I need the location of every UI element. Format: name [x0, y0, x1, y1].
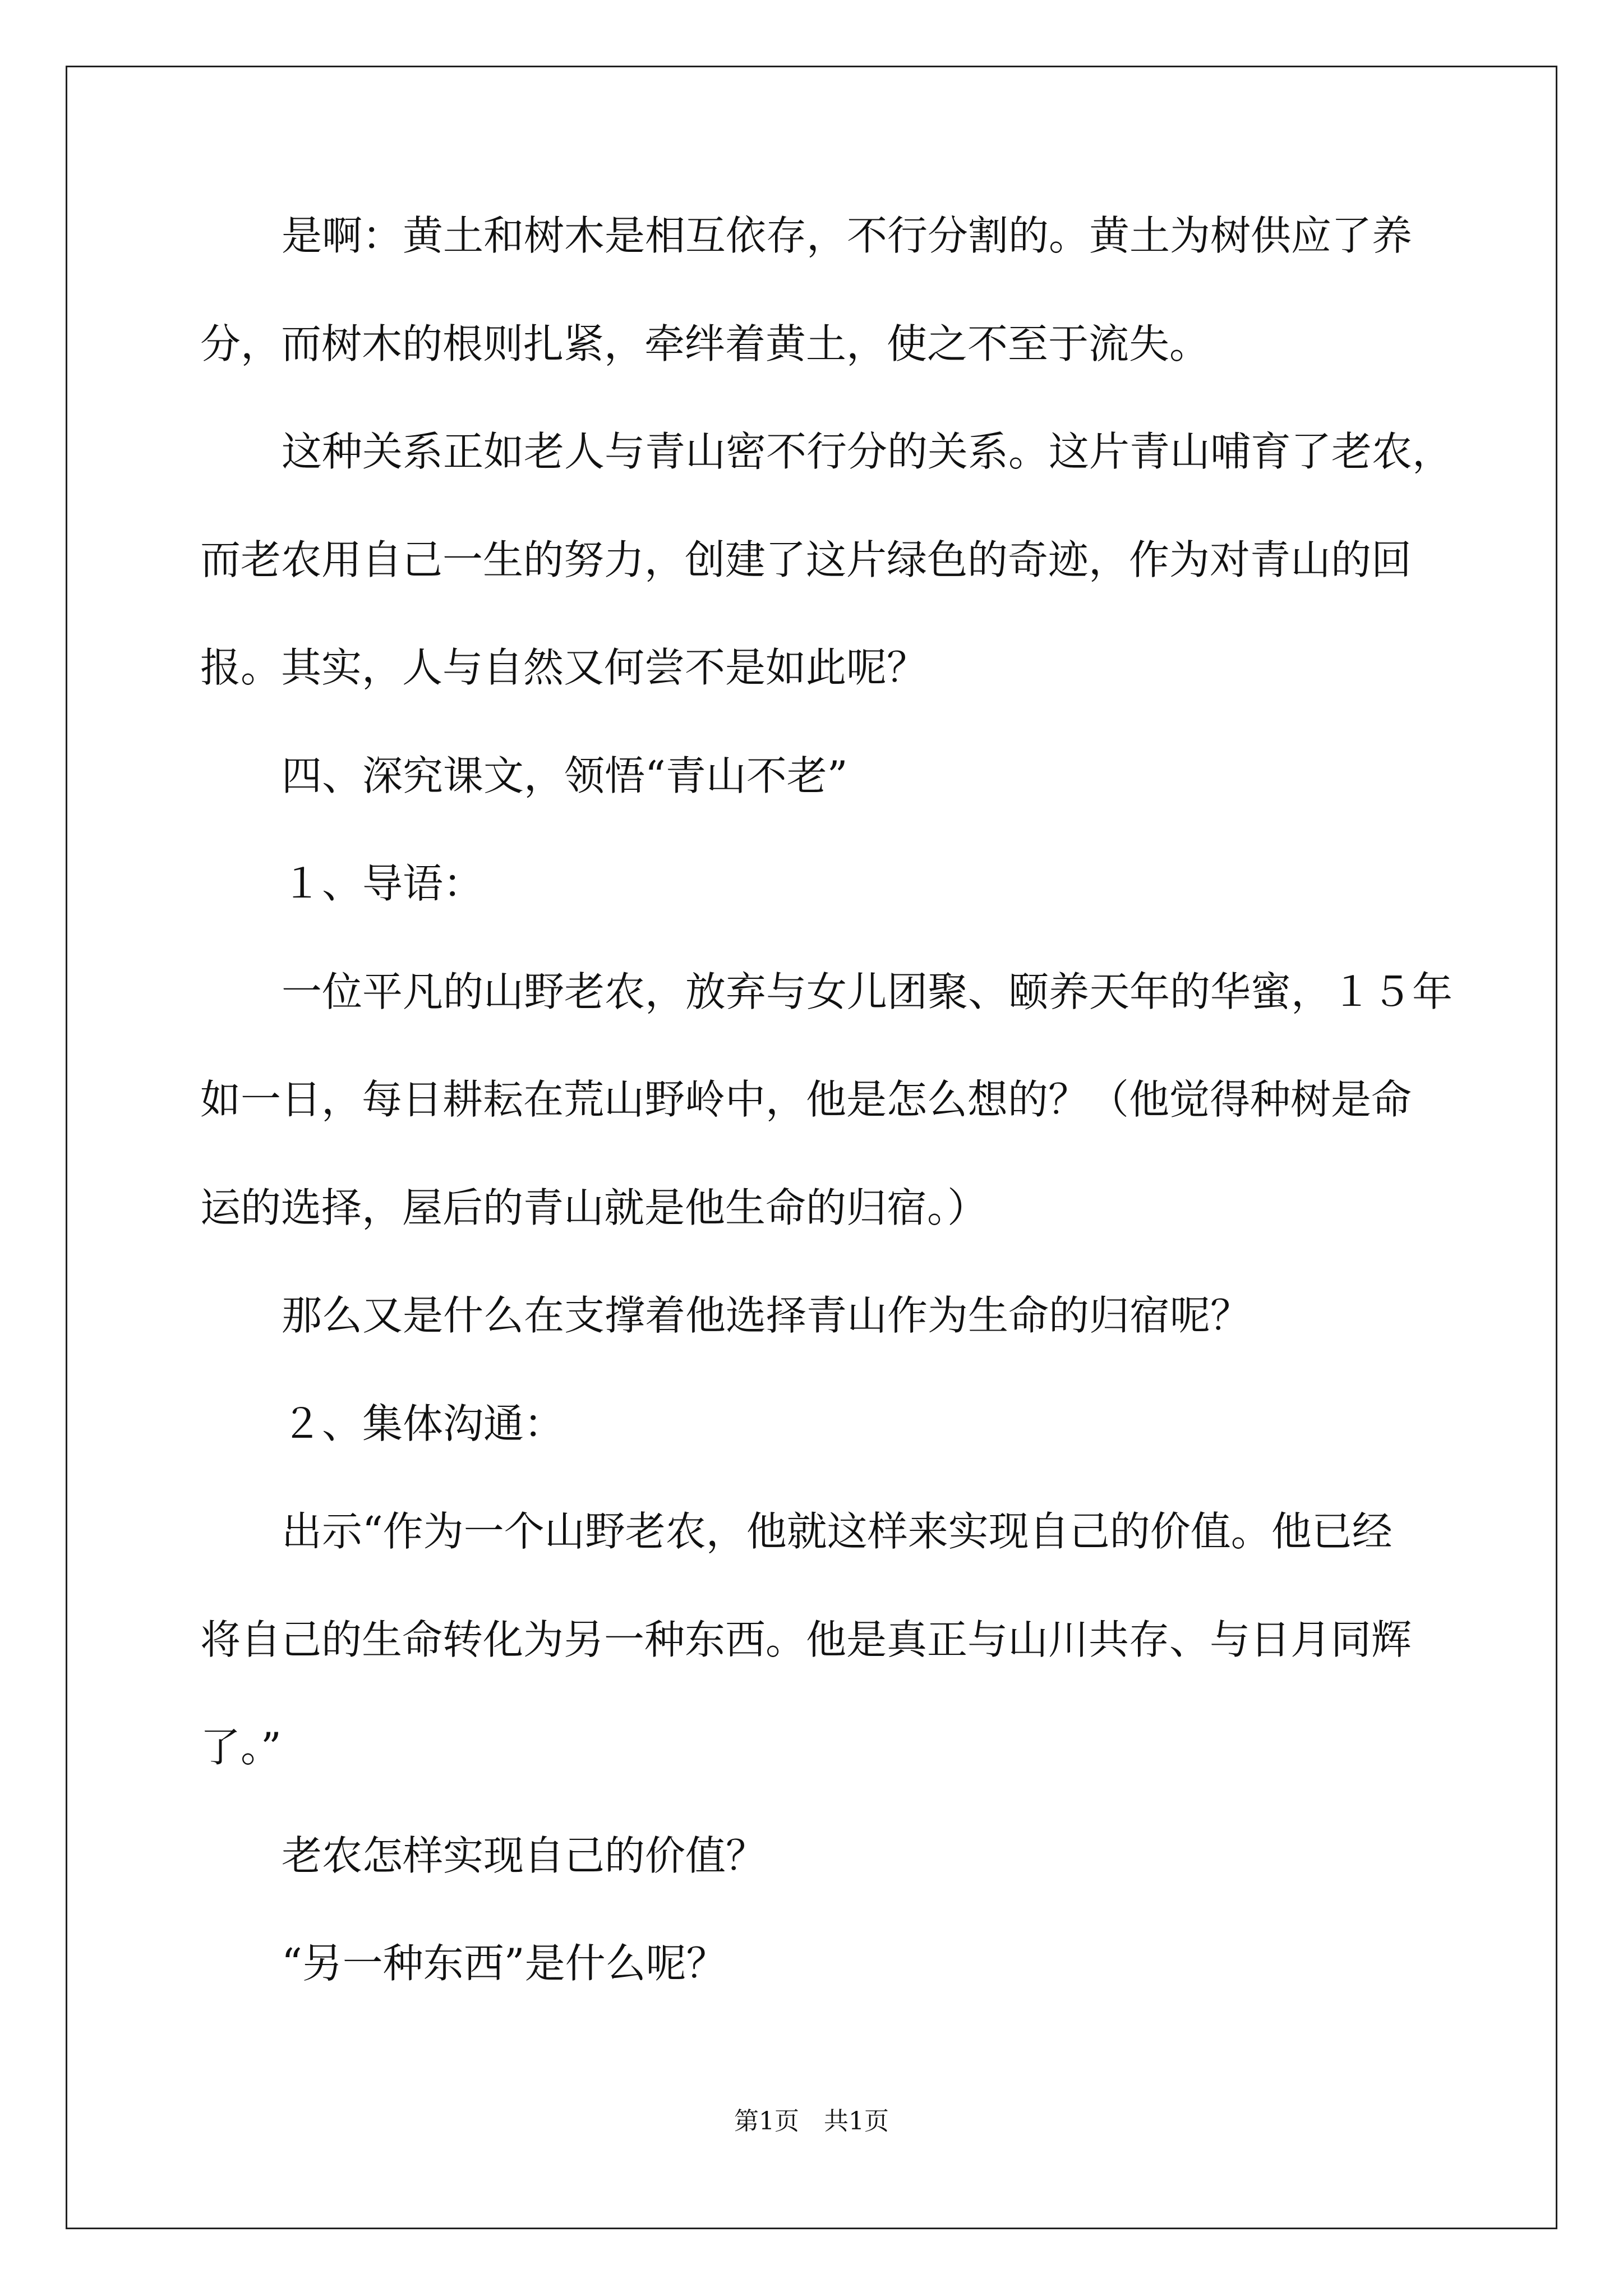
subsection-heading: １、导语：	[282, 860, 484, 907]
page-border	[66, 66, 1557, 2229]
paragraph-line: 而老农用自己一生的努力，创建了这片绿色的奇迹，作为对青山的回	[200, 536, 1412, 583]
subsection-heading: ２、集体沟通：	[282, 1400, 565, 1447]
paragraph-line: 出示“作为一个山野老农，他就这样来实现自己的价值。他已经	[282, 1508, 1393, 1555]
paragraph-line: 分，而树木的根则扎紧，牵绊着黄土，使之不至于流失。	[200, 320, 1210, 367]
paragraph-line: 那么又是什么在支撑着他选择青山作为生命的归宿呢？	[282, 1292, 1251, 1339]
paragraph-line: 运的选择，屋后的青山就是他生命的归宿。）	[200, 1184, 988, 1231]
paragraph-line: 一位平凡的山野老农，放弃与女儿团聚、颐养天年的华蜜，１５年	[282, 968, 1453, 1015]
paragraph-line: 将自己的生命转化为另一种东西。他是真正与山川共存、与日月同辉	[200, 1616, 1412, 1663]
paragraph-line: 如一日，每日耕耘在荒山野岭中，他是怎么想的？（他觉得种树是命	[200, 1076, 1412, 1123]
paragraph-line: 这种关系正如老人与青山密不行分的关系。这片青山哺育了老农，	[282, 428, 1453, 475]
section-heading: 四、深究课文，领悟“青山不老”	[282, 752, 848, 799]
paragraph-line: 报。其实，人与自然又何尝不是如此呢？	[200, 644, 928, 691]
paragraph-line: “另一种东西”是什么呢？	[282, 1940, 727, 1987]
page-number: 第1页 共1页	[734, 2107, 889, 2136]
paragraph-line: 是啊：黄土和树木是相互依存，不行分割的。黄土为树供应了养	[282, 212, 1413, 259]
paragraph-line: 老农怎样实现自己的价值？	[282, 1832, 767, 1879]
paragraph-line: 了。”	[200, 1724, 282, 1771]
